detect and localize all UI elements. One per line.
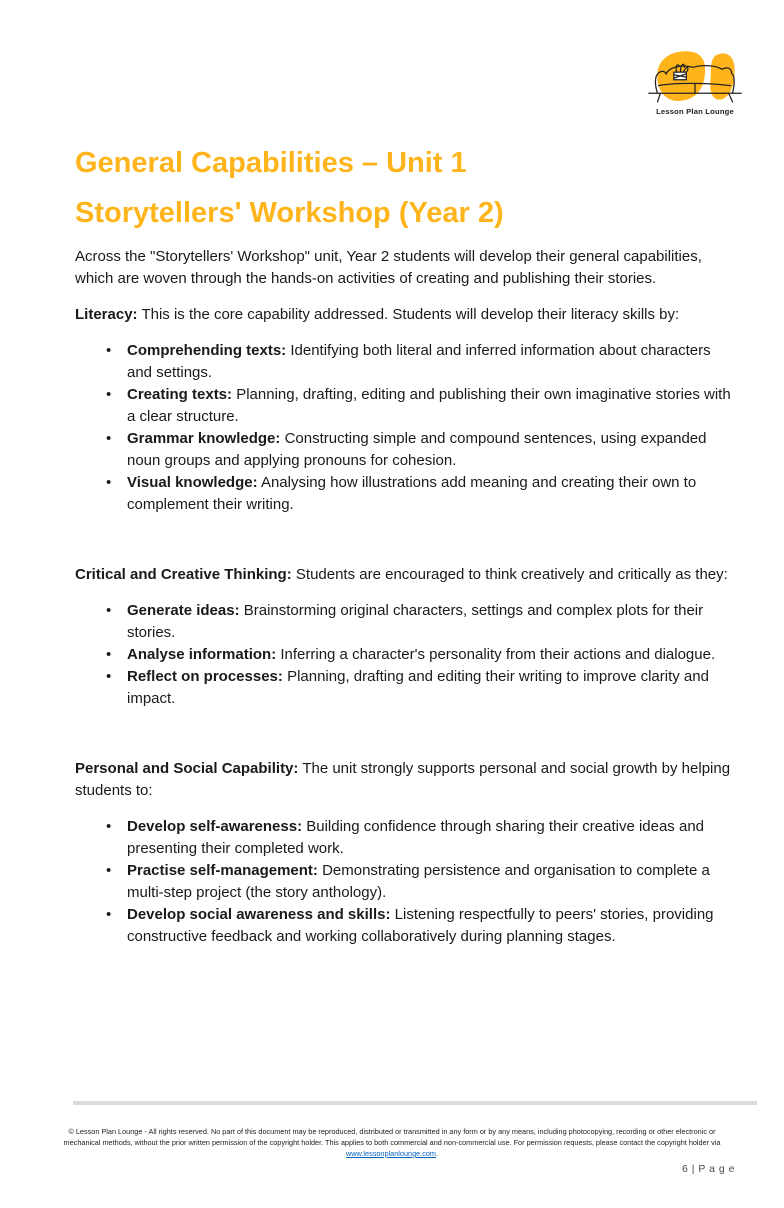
bullet-item: [75, 600, 735, 644]
page-number: 6 | P a g e: [682, 1163, 735, 1175]
bullet-item: [75, 860, 735, 904]
bullet-lead: Develop social awareness and skills:: [127, 906, 391, 923]
link-period: .: [436, 1149, 439, 1158]
section-literacy: [75, 304, 735, 516]
bullet-text: Planning, drafting and editing their writing to improve clarity and impact.: [127, 668, 709, 707]
section-text: This is the core capability addressed. Students will develop their literacy skills by:: [141, 306, 680, 323]
bullet-item: [75, 904, 735, 948]
bullet-lead: Generate ideas:: [127, 602, 240, 619]
bullet-lead: Visual knowledge:: [127, 474, 258, 491]
section-lead: Literacy:: [75, 306, 138, 323]
couch-logo-icon: [645, 46, 745, 104]
bullet-item: [75, 816, 735, 860]
bullet-item: [75, 644, 735, 666]
bullet-lead: Creating texts:: [127, 386, 233, 403]
bullet-text: Constructing simple and compound sentences, using expanded noun groups and applying pronouns for cohesion.: [127, 430, 707, 469]
intro-paragraph: Across the "Storytellers' Workshop" unit, Year 2 students will develop their general capabilities, which are woven through the hands-on activities of creating and publishing their stories.: [75, 248, 702, 287]
bullet-text: Demonstrating persistence and organisation to complete a multi-step project (the story anthology).: [127, 862, 710, 901]
section-lead: Critical and Creative Thinking:: [75, 566, 292, 583]
copyright-line-1: © Lesson Plan Lounge - All rights reserved. No part of this document may be reproduced, distributed or transmitted in any form or by any means, including photocopying, recording or other electronic or: [68, 1127, 716, 1136]
bullet-lead: Practise self-management:: [127, 862, 318, 879]
logo: [642, 46, 748, 116]
footer-website-link[interactable]: www.lessonplanlounge.com: [345, 1149, 436, 1158]
section-text: Students are encouraged to think creatively and critically as they:: [295, 566, 728, 583]
literacy-bullet-list: [75, 340, 735, 516]
bullet-item: [75, 384, 735, 428]
bullet-item: [75, 428, 735, 472]
personal-social-bullet-list: [75, 816, 735, 948]
bullet-lead: Reflect on processes:: [127, 668, 283, 685]
page-title-line1: General Capabilities – Unit 1: [75, 147, 467, 179]
critical-thinking-bullet-list: [75, 600, 735, 710]
bullet-text: Identifying both literal and inferred information about characters and settings.: [127, 342, 711, 381]
bullet-lead: Develop self-awareness:: [127, 818, 303, 835]
bullet-text: Planning, drafting, editing and publishing their own imaginative stories with a clear structure.: [127, 386, 731, 425]
logo-brand-text: Lesson Plan Lounge: [656, 107, 734, 116]
section-critical-creative-thinking: [75, 564, 735, 710]
bullet-item: [75, 666, 735, 710]
footer-rule: [73, 1101, 757, 1105]
bullet-lead: Comprehending texts:: [127, 342, 287, 359]
copyright-line-2: mechanical methods, without the prior written permission of the copyright holder. This applies to both commercial and non-commercial use. For permission requests, please contact the copyright holder via: [63, 1138, 721, 1147]
section-heading-paragraph: [75, 758, 735, 802]
bullet-lead: Grammar knowledge:: [127, 430, 281, 447]
section-text: The unit strongly supports personal and social growth by helping students to:: [75, 760, 731, 799]
bullet-text: Listening respectfully to peers' stories, providing constructive feedback and working collaboratively during planning stages.: [127, 906, 714, 945]
bullet-text: Brainstorming original characters, settings and complex plots for their stories.: [127, 602, 704, 641]
bullet-text: Inferring a character's personality from their actions and dialogue.: [280, 646, 716, 663]
copyright-notice: [0, 1126, 784, 1159]
page-title-line2: Storytellers' Workshop (Year 2): [75, 197, 504, 229]
bullet-text: Analysing how illustrations add meaning and creating their own to complement their writing.: [127, 474, 697, 513]
section-heading-paragraph: [75, 564, 735, 586]
section-heading-paragraph: [75, 304, 735, 326]
bullet-item: [75, 340, 735, 384]
bullet-text: Building confidence through sharing their creative ideas and presenting their completed work.: [127, 818, 705, 857]
copyright-line-3: [0, 1148, 784, 1159]
section-lead: Personal and Social Capability:: [75, 760, 299, 777]
bullet-lead: Analyse information:: [127, 646, 277, 663]
bullet-item: [75, 472, 735, 516]
page-title: [75, 138, 735, 238]
page-footer: [0, 1101, 784, 1175]
section-personal-social-capability: [75, 758, 735, 948]
